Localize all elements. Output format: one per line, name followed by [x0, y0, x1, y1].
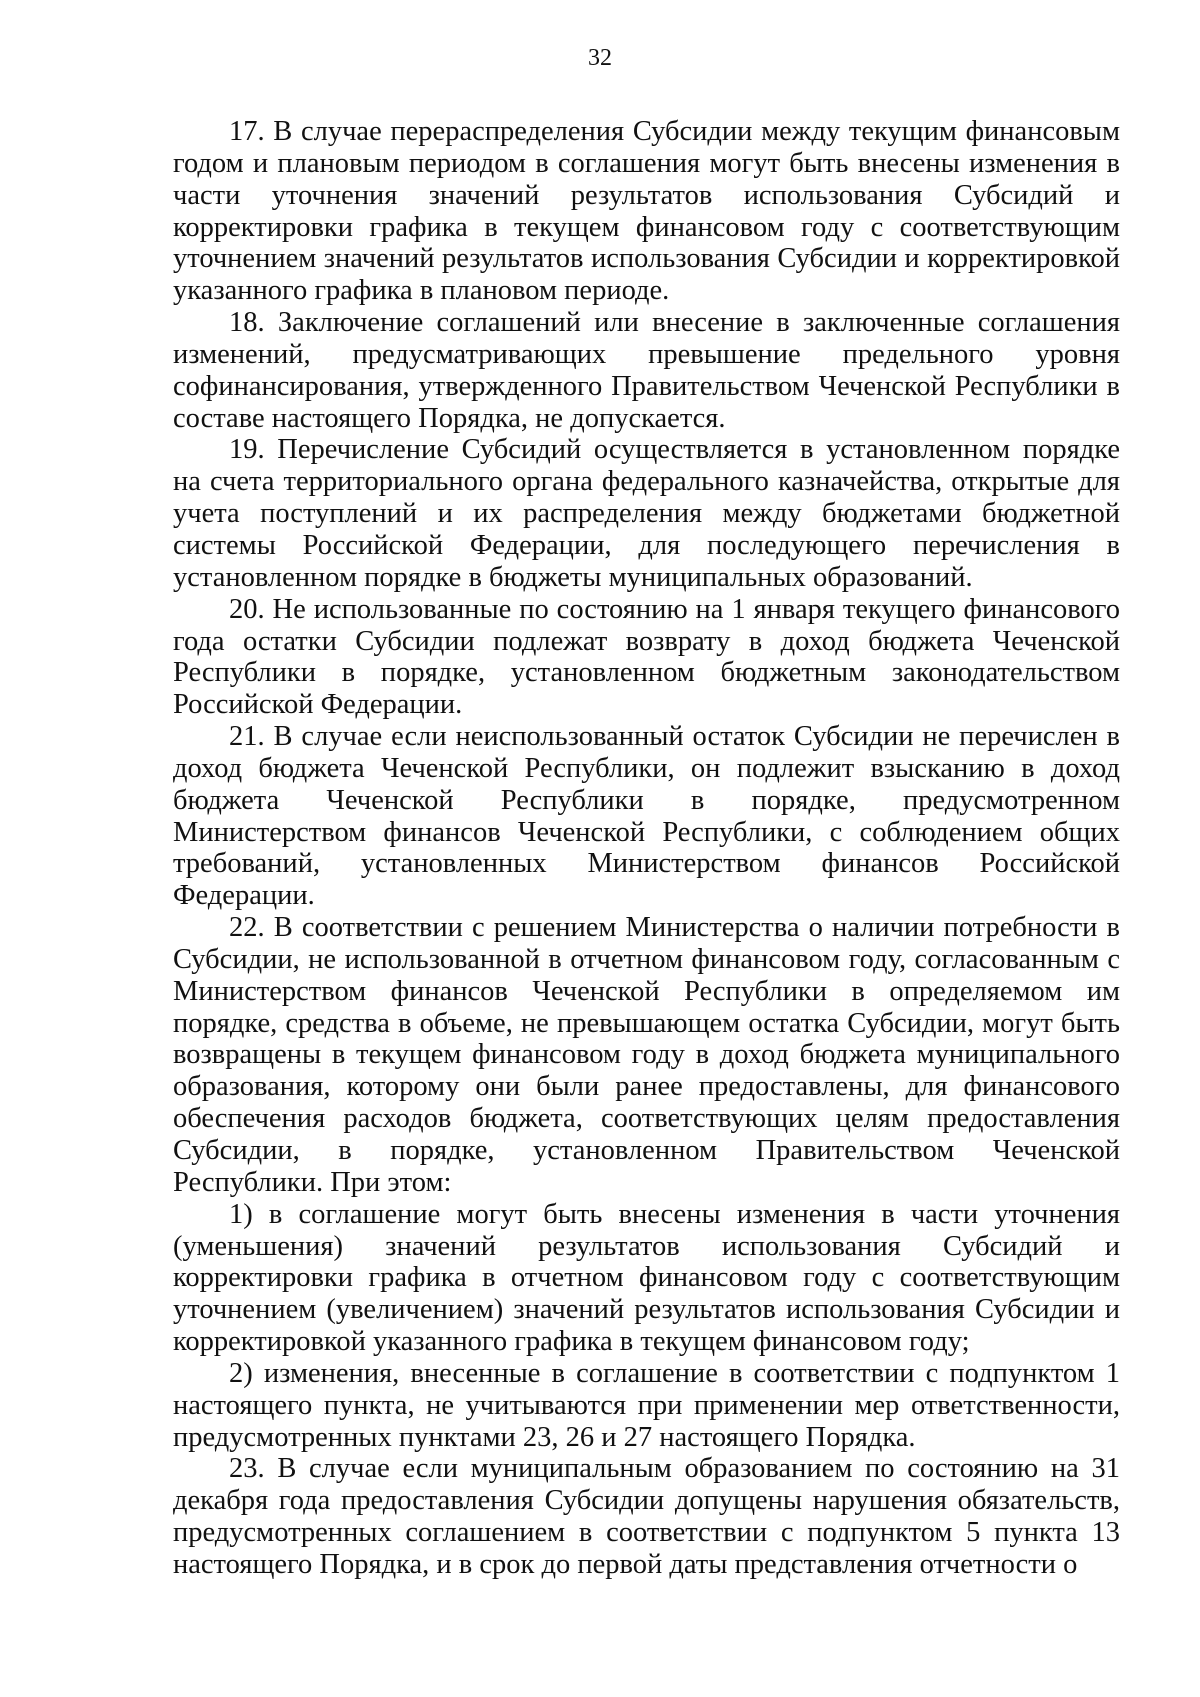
paragraph-18: 18. Заключение соглашений или внесение в заключенные соглашения изменений, предусматривающих превышение предельного уровня софинансирования, утвержденного Правительством Чеченской Республики в составе настоящего Порядка, не допускается.: [173, 307, 1120, 434]
paragraph-17: 17. В случае перераспределения Субсидии между текущим финансовым годом и плановым периодом в соглашения могут быть внесены изменения в части уточнения значений результатов использования Субсидий и корректировки графика в текущем финансовом году с соответствующим уточнением значений результатов использования Субсидии и корректировкой указанного графика в плановом периоде.: [173, 116, 1120, 307]
document-body: [173, 116, 1120, 1581]
page-number: 32: [588, 45, 612, 71]
subparagraph-22-2: 2) изменения, внесенные в соглашение в соответствии с подпунктом 1 настоящего пункта, не учитываются при применении мер ответственности, предусмотренных пунктами 23, 26 и 27 настоящего Порядка.: [173, 1357, 1120, 1453]
paragraph-20: 20. Не использованные по состоянию на 1 января текущего финансового года остатки Субсидии подлежат возврату в доход бюджета Чеченской Республики в порядке, установленном бюджетным законодательством Российской Федерации.: [173, 593, 1120, 721]
paragraph-21: 21. В случае если неиспользованный остаток Субсидии не перечислен в доход бюджета Чеченской Республики, он подлежит взысканию в доход бюджета Чеченской Республики в порядке, предусмотренном Министерством финансов Чеченской Республики, с соблюдением общих требований, установленных Министерством финансов Российской Федерации.: [173, 721, 1120, 912]
paragraph-19: 19. Перечисление Субсидий осуществляется в установленном порядке на счета территориального органа федерального казначейства, открытые для учета поступлений и их распределения между бюджетами бюджетной системы Российской Федерации, для последующего перечисления в установленном порядке в бюджеты муниципальных образований.: [173, 434, 1120, 593]
paragraph-22: 22. В соответствии с решением Министерства о наличии потребности в Субсидии, не использованной в отчетном финансовом году, согласованным с Министерством финансов Чеченской Республики в определяемом им порядке, средства в объеме, не превышающем остатка Субсидии, могут быть возвращены в текущем финансовом году в доход бюджета муниципального образования, которому они были ранее предоставлены, для финансового обеспечения расходов бюджета, соответствующих целям предоставления Субсидии, в порядке, установленном Правительством Чеченской Республики. При этом:: [173, 912, 1120, 1198]
paragraph-23: 23. В случае если муниципальным образованием по состоянию на 31 декабря года предоставления Субсидии допущены нарушения обязательств, предусмотренных соглашением в соответствии с подпунктом 5 пункта 13 настоящего Порядка, и в срок до первой даты представления отчетности о: [173, 1453, 1120, 1580]
subparagraph-22-1: 1) в соглашение могут быть внесены изменения в части уточнения (уменьшения) значений результатов использования Субсидий и корректировки графика в отчетном финансовом году с соответствующим уточнением (увеличением) значений результатов использования Субсидии и корректировкой указанного графика в текущем финансовом году;: [173, 1198, 1120, 1358]
